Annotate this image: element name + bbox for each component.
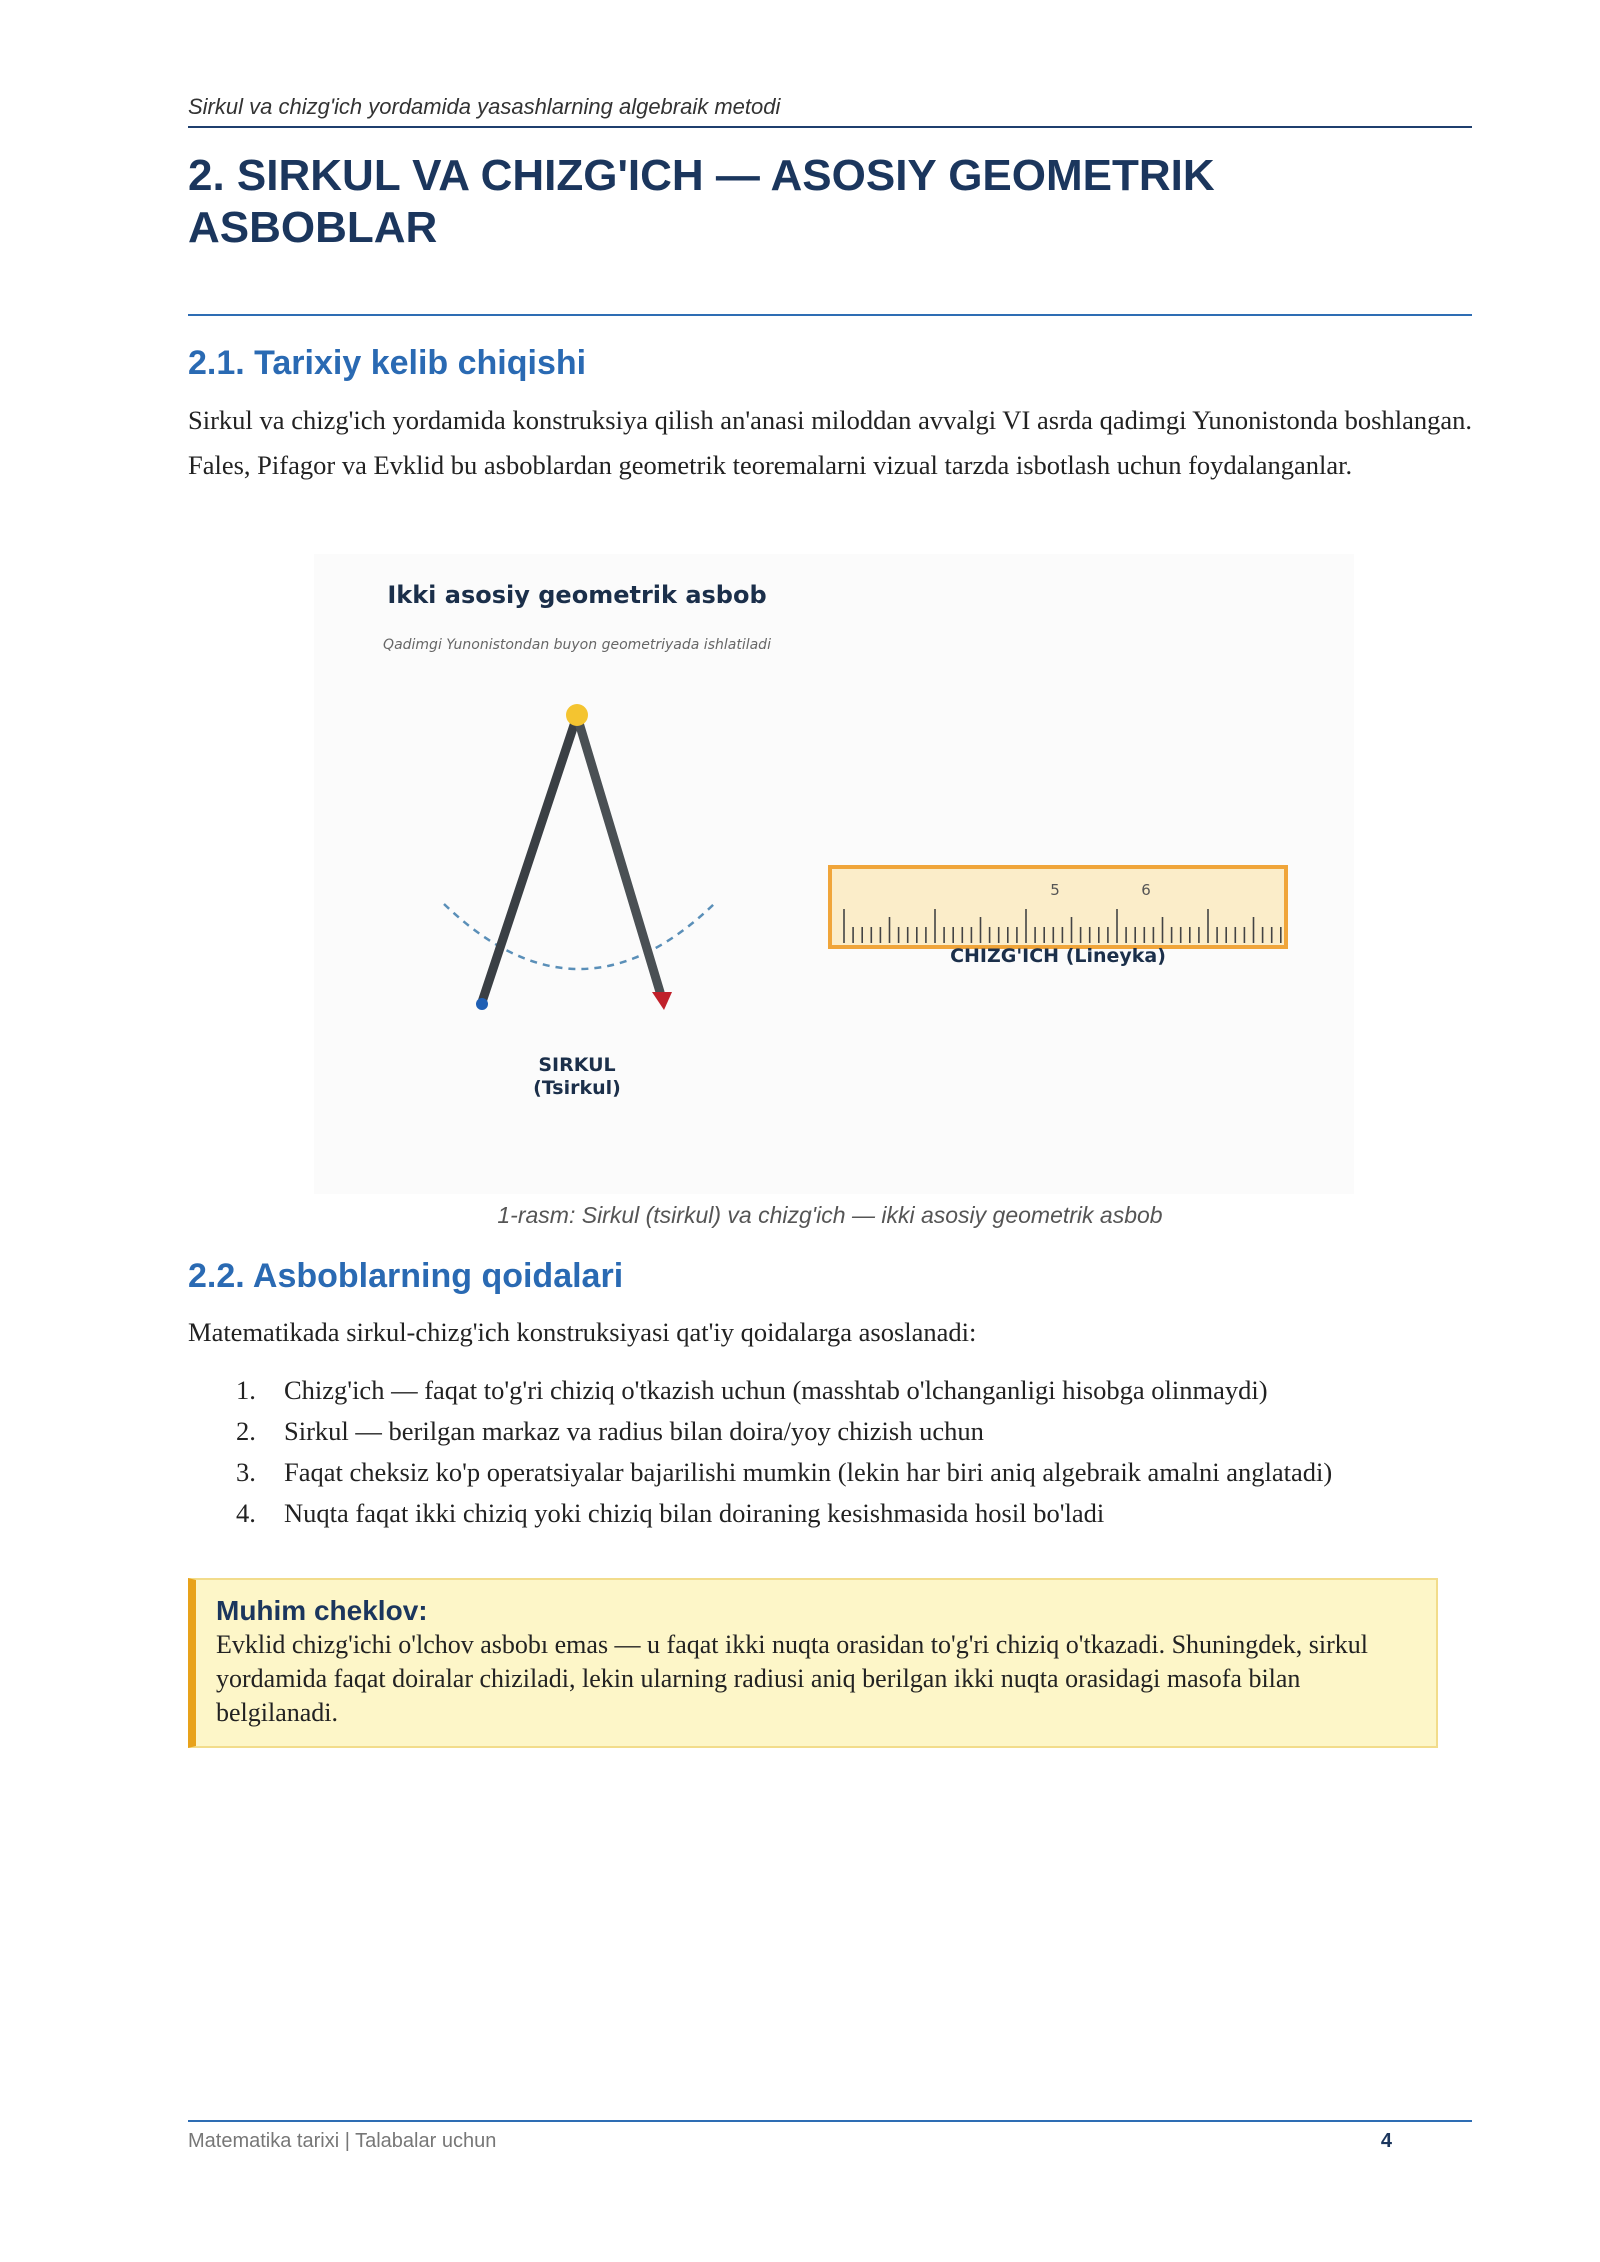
ruler-label: CHIZG'ICH (Lineyka) xyxy=(950,945,1166,967)
list-item xyxy=(236,1452,1472,1493)
rules-intro: Matematikada sirkul-chizg'ich konstruksiyasi qat'iy qoidalarga asoslanadi: xyxy=(188,1317,977,1347)
ruler-number-5: 5 xyxy=(1050,881,1060,899)
list-item-text: Nuqta faqat ikki chiziq yoki chiziq bilan doiraning kesishmasida hosil bo'ladi xyxy=(284,1498,1105,1528)
callout-text: Evklid chizg'ichi o'lchov asbobı emas — u faqat ikki nuqta orasidan to'g'ri chiziq o'tkazadi. Shuningdek, sirkul yordamida faqat doiralar chiziladi, lekin ularning radiusi aniq berilgan ikki nuqta orasidagi masofa bilan belgilanadi. xyxy=(216,1630,1369,1727)
compass-label-line2: (Tsirkul) xyxy=(533,1077,621,1099)
instruments-illustration xyxy=(314,554,1354,1194)
footer-text: Matematika tarixi | Talabalar uchun xyxy=(188,2130,497,2152)
list-item xyxy=(236,1493,1472,1534)
figure-instruments xyxy=(314,554,1354,1194)
ruler-number-6: 6 xyxy=(1141,881,1151,899)
important-note-callout xyxy=(188,1578,1438,1748)
compass-needle-point xyxy=(476,998,488,1010)
compass-pencil-tip xyxy=(652,992,672,1010)
compass-label-line1: SIRKUL xyxy=(538,1054,616,1076)
footer-divider xyxy=(188,2120,1472,2122)
chapter-title: 2. SIRKUL VA CHIZG'ICH — ASOSIY GEOMETRIK ASBOBLAR xyxy=(188,151,1215,252)
compass-hinge xyxy=(566,704,588,726)
compass-leg-left xyxy=(482,716,577,1002)
list-item-number: 4. xyxy=(236,1498,256,1528)
list-item-text: Sirkul — berilgan markaz va radius bilan doira/yoy chizish uchun xyxy=(284,1416,984,1446)
callout-title: Muhim cheklov: xyxy=(216,1595,428,1626)
section-heading-history: 2.1. Tarixiy kelib chiqishi xyxy=(188,344,587,382)
list-item-number: 3. xyxy=(236,1457,256,1487)
section-heading-rules: 2.2. Asboblarning qoidalari xyxy=(188,1257,624,1295)
list-item xyxy=(236,1370,1472,1411)
rules-list xyxy=(236,1370,1472,1534)
history-paragraph: Sirkul va chizg'ich yordamida konstruksiya qilish an'anasi miloddan avvalgi VI asrda qadimgi Yunonistonda boshlangan. Fales, Pifagor va Evklid bu asboblardan geometrik teoremalarni vizual tarzda isbotlash uchun foydalanganlar. xyxy=(188,405,1472,480)
list-item-number: 1. xyxy=(236,1375,256,1405)
compass-arc xyxy=(444,904,714,969)
list-item-number: 2. xyxy=(236,1416,256,1446)
figure-caption: 1-rasm: Sirkul (tsirkul) va chizg'ich — ikki asosiy geometrik asbob xyxy=(497,1202,1163,1228)
chapter-divider xyxy=(188,314,1472,316)
list-item-text: Faqat cheksiz ko'p operatsiyalar bajarilishi mumkin (lekin har biri aniq algebraik amalni anglatadi) xyxy=(284,1457,1333,1487)
compass-leg-right xyxy=(577,716,660,992)
running-header: Sirkul va chizg'ich yordamida yasashlarning algebraik metodi xyxy=(188,94,1472,128)
page-number: 4 xyxy=(1380,2130,1392,2152)
figure-subtitle: Qadimgi Yunonistondan buyon geometriyada ishlatiladi xyxy=(383,637,771,653)
list-item-text: Chizg'ich — faqat to'g'ri chiziq o'tkazish uchun (masshtab o'lchanganligi hisobga olinmaydi) xyxy=(284,1375,1268,1405)
list-item xyxy=(236,1411,1472,1452)
figure-title: Ikki asosiy geometrik asbob xyxy=(387,581,767,609)
